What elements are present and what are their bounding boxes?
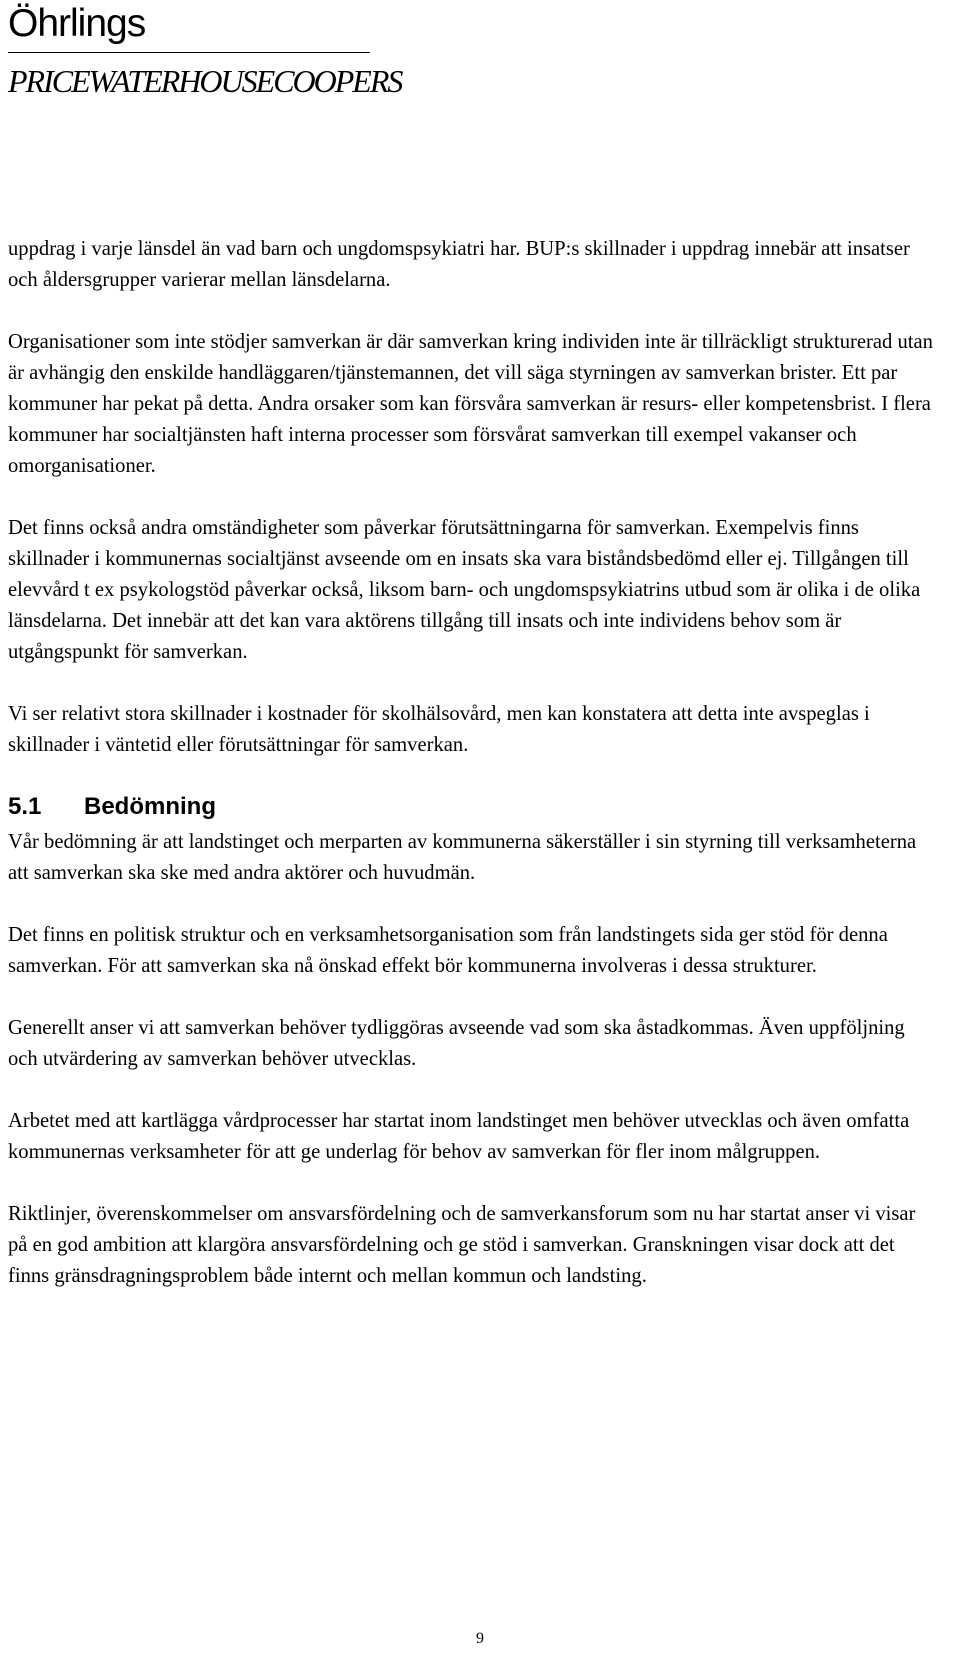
logo-pwc-text: PRICEWATERHOUSECOOPERS: [8, 63, 402, 99]
document-body: [8, 234, 938, 1323]
page-number: 9: [476, 1630, 484, 1647]
paragraph: Vår bedömning är att landstinget och merparten av kommunerna säkerställer i sin styrning till verksamheterna att samverkan ska ske med andra aktörer och huvudmän.: [8, 831, 917, 884]
section-number: 5.1: [8, 793, 42, 820]
paragraph: Arbetet med att kartlägga vårdprocesser har startat inom landstinget men behöver utvecklas och även omfatta kommunernas verksamheter för att ge underlag för behov av samverkan för fler inom målgruppen.: [8, 1110, 910, 1163]
paragraph: Generellt anser vi att samverkan behöver tydliggöras avseende vad som ska åstadkommas. Även uppföljning och utvärdering av samverkan behöver utvecklas.: [8, 1017, 905, 1070]
logo-pwc: [8, 63, 402, 99]
paragraph: Organisationer som inte stödjer samverkan är där samverkan kring individen inte är tillräckligt strukturerad utan är avhängig den enskilde handläggaren/tjänstemannen, det vill säga styrningen av samverkan brister. Ett par kommuner har pekat på detta. Andra orsaker som kan försvåra samverkan är resurs- eller kompetensbrist. I flera kommuner har socialtjänsten haft interna processer som försvårat samverkan till exempel vakanser och omorganisationer.: [8, 331, 933, 477]
section-heading: [8, 792, 938, 822]
paragraph: Det finns också andra omständigheter som påverkar förutsättningarna för samverkan. Exempelvis finns skillnader i kommunernas socialtjänst avseende om en insats ska vara biståndsbedömd eller ej. Tillgången till elevvård t ex psykologstöd påverkar också, liksom barn- och ungdomspsykiatrins utbud som är olika i de olika länsdelarna. Det innebär att det kan vara aktörens tillgång till insats och inte individens behov som är utgångspunkt för samverkan.: [8, 517, 921, 663]
paragraph: Vi ser relativt stora skillnader i kostnader för skolhälsovård, men kan konstatera att detta inte avspeglas i skillnader i väntetid eller förutsättningar för samverkan.: [8, 703, 870, 756]
logo-divider: [8, 52, 370, 53]
paragraph: uppdrag i varje länsdel än vad barn och ungdomspsykiatri har. BUP:s skillnader i uppdrag innebär att insatser och åldersgrupper varierar mellan länsdelarna.: [8, 238, 910, 291]
logo-ohrlings: Öhrlings: [8, 2, 146, 45]
company-logo: [8, 2, 402, 99]
paragraph: Riktlinjer, överenskommelser om ansvarsfördelning och de samverkansforum som nu har startat anser vi visar på en god ambition att klargöra ansvarsfördelning och ge stöd i samverkan. Granskningen visar dock att det finns gränsdragningsproblem både internt och mellan kommun och landsting.: [8, 1203, 916, 1287]
section-title: Bedömning: [84, 793, 216, 820]
paragraph: Det finns en politisk struktur och en verksamhetsorganisation som från landstingets sida ger stöd för denna samverkan. För att samverkan ska nå önskad effekt bör kommunerna involveras i dessa strukturer.: [8, 924, 888, 977]
